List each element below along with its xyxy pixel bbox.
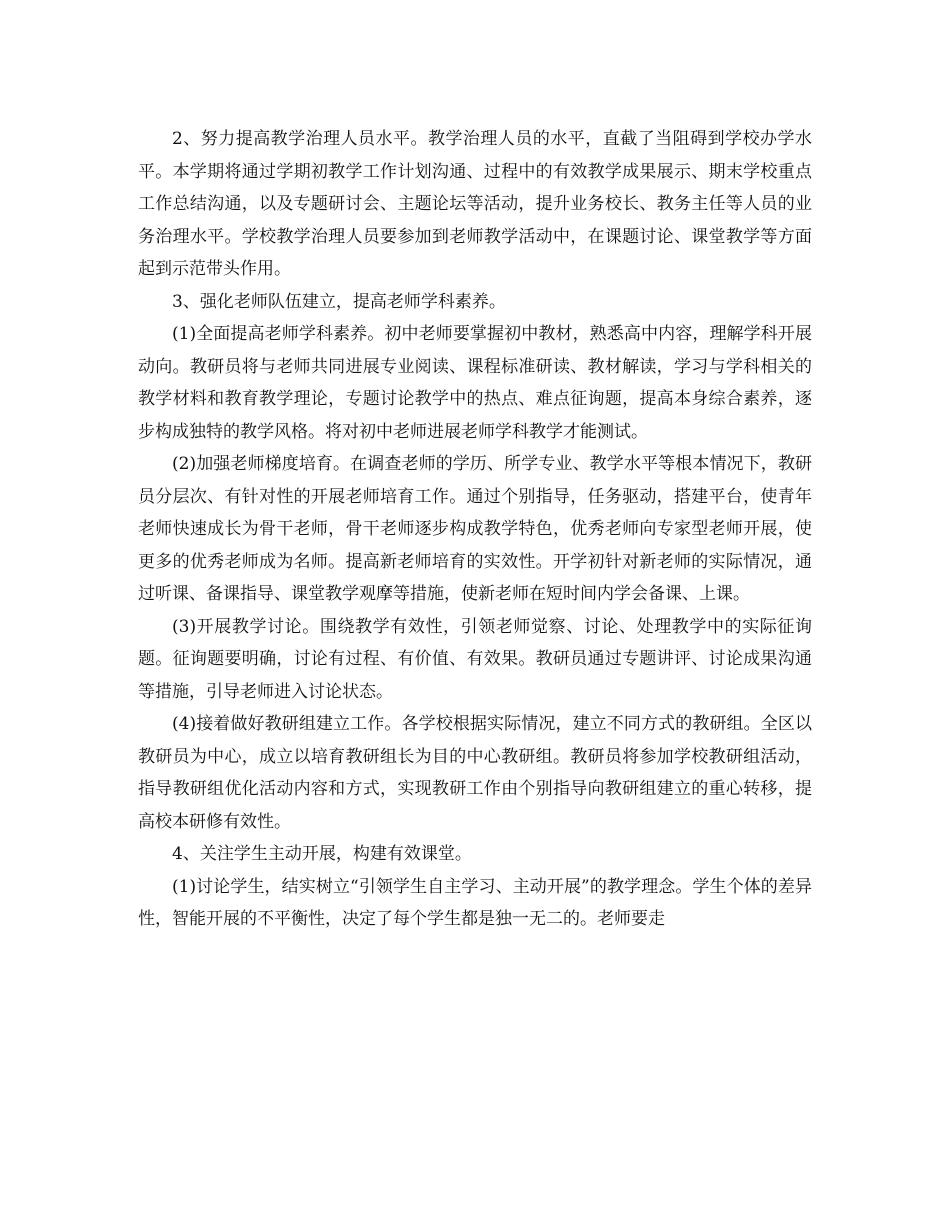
paragraph-3-3-teaching-discussion: (3)开展教学讨论。围绕教学有效性，引领老师觉察、讨论、处理教学中的实际征询题。征询题要明确，讨论有过程、有价值、有效果。教研员通过专题讲评、讨论成果沟通等措施，引导老师进入讨论状态。 <box>138 616 812 702</box>
paragraph-3-2-teacher-training: (2)加强老师梯度培育。在调查老师的学历、所学专业、教学水平等根本情况下，教研员分层次、有针对性的开展老师培育工作。通过个别指导，任务驱动，搭建平台，使青年老师快速成长为骨干老师，骨干老师逐步构成教学特色，优秀老师向专家型老师开展，使更多的优秀老师成为名师。提高新老师培育的实效性。开学初针对新老师的实际情况，通过听课、备课指导、课堂教学观摩等措施，使新老师在短时间内学会备课、上课。 <box>138 454 812 604</box>
paragraph-3-1-subject-literacy: (1)全面提高老师学科素养。初中老师要掌握初中教材，熟悉高中内容，理解学科开展动向。教研员将与老师共同进展专业阅读、课程标准研读、教材解读，学习与学科相关的教学材料和教育教学理论，专题讨论教学中的热点、难点征询题，提高本身综合素养，逐步构成独特的教学风格。将对初中老师进展老师学科教学才能测试。 <box>138 324 812 442</box>
paragraph-item-2-teaching-management: 2、努力提高教学治理人员水平。教学治理人员的水平，直截了当阻碍到学校办学水平。本学期将通过学期初教学工作计划沟通、过程中的有效教学成果展示、期末学校重点工作总结沟通，以及专题研讨会、主题论坛等活动，提升业务校长、教务主任等人员的业务治理水平。学校教学治理人员要参加到老师教学活动中，在课题讨论、课堂教学等方面起到示范带头作用。 <box>138 129 812 279</box>
paragraph-heading-3-teacher-team: 3、强化老师队伍建立，提高老师学科素养。 <box>172 291 506 312</box>
paragraph-3-4-research-group: (4)接着做好教研组建立工作。各学校根据实际情况，建立不同方式的教研组。全区以教研员为中心，成立以培育教研组长为目的中心教研组。教研员将参加学校教研组活动，指导教研组优化活动内容和方式，实现教研工作由个别指导向教研组建立的重心转移，提高校本研修有效性。 <box>138 714 812 832</box>
document-body <box>138 123 812 936</box>
paragraph-4-1-study-students: (1)讨论学生，结实树立“引领学生自主学习、主动开展”的教学理念。学生个体的差异性，智能开展的不平衡性，决定了每个学生都是独一无二的。老师要走 <box>138 876 812 929</box>
paragraph-heading-4-student-development: 4、关注学生主动开展，构建有效课堂。 <box>172 844 472 864</box>
